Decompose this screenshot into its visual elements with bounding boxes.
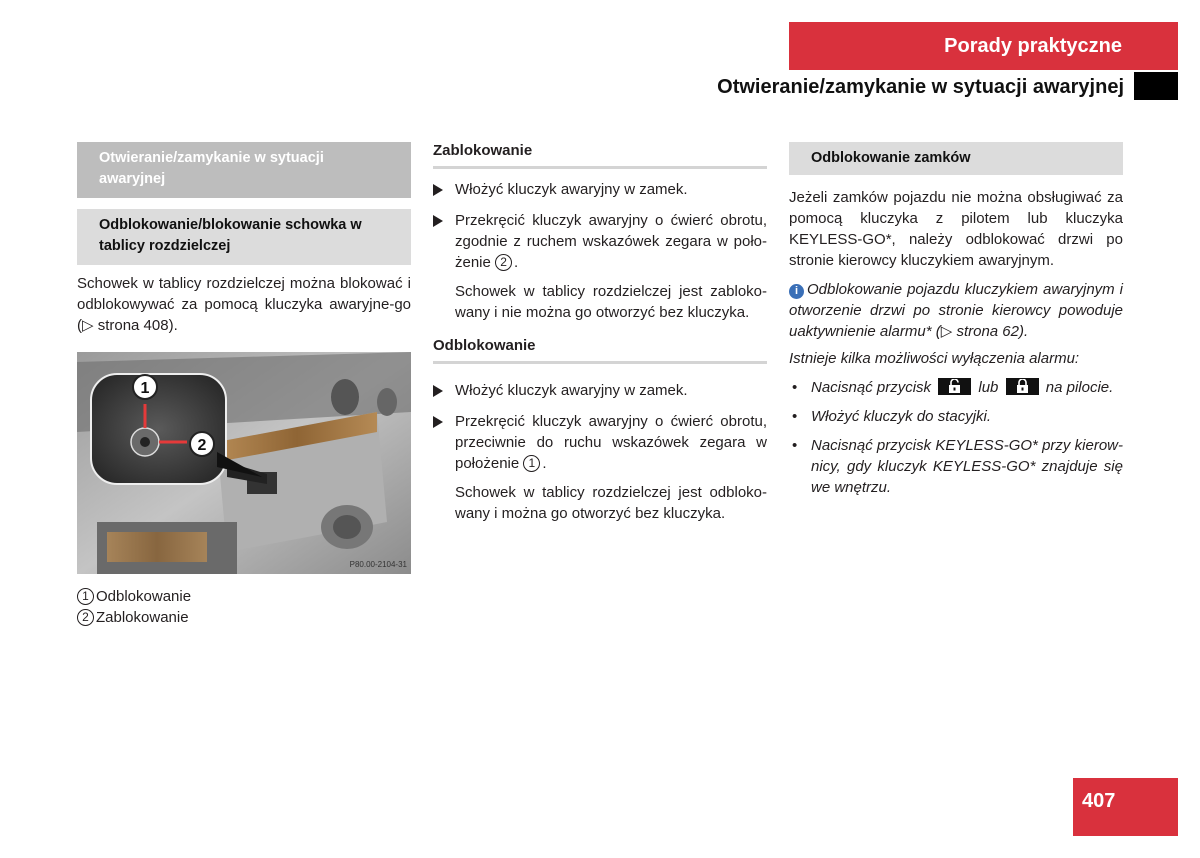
glovebox-photo (77, 352, 411, 574)
photo-code: P80.00-2104-31 (349, 560, 407, 569)
lock-result: Schowek w tablicy rozdzielczej jest zabloko-wany i nie można go otworzyć bez kluczyka. (455, 283, 767, 321)
topic-box: Otwieranie/zamykanie w sytuacji awaryjnej (77, 142, 411, 198)
info-icon: i (789, 284, 804, 299)
legend-item (77, 586, 411, 607)
lock-step-2: Przekręcić kluczyk awaryjny o ćwierć obrotu, zgodnie z ruchem wskazówek zegara w poło-żenie 2 . (433, 210, 767, 273)
column-left (77, 142, 411, 628)
unlock-paragraph: Jeżeli zamków pojazdu nie można obsługiwać za pomocą kluczyka z pilotem lub kluczyka KEYLESS-GO*, należy odblokować drzwi po stronie kierowcy kluczykiem awaryjnym. (789, 189, 1123, 269)
legend-label: Odblokowanie (96, 588, 192, 605)
marker-1: 1 (140, 380, 150, 397)
list-item: • Nacisnąć przycisk lub na pilocie. (792, 379, 1114, 396)
legend-item (77, 607, 411, 628)
unlock-result: Schowek w tablicy rozdzielczej jest odbloko-wany i można go otworzyć bez kluczyka. (455, 484, 767, 522)
chapter-title: Porady praktyczne (944, 34, 1122, 57)
section-title: Otwieranie/zamykanie w sytuacji awaryjnej (717, 76, 1124, 98)
arrow-right-icon (433, 215, 443, 227)
thumb-index-marker (1134, 72, 1178, 100)
page-number: 407 (1073, 778, 1178, 836)
unlock-icon (938, 378, 971, 395)
list-item: • Włożyć kluczyk do stacyjki. (792, 408, 992, 425)
position-number: 1 (523, 455, 540, 472)
alarm-note: i Odblokowanie pojazdu kluczykiem awaryjnym i otworzenie drzwi po stronie kierowcy powoduje uaktywnienie alarmu* (▷ strona 62). (789, 281, 1123, 340)
legend-number: 1 (77, 588, 94, 605)
legend-label: Zablokowanie (96, 609, 189, 626)
lock-step-1: Włożyć kluczyk awaryjny w zamek. (433, 179, 767, 200)
chapter-tab (789, 22, 1178, 70)
subtopic-box: Odblokowanie/blokowanie schowka w tablicy rozdzielczej (77, 209, 411, 265)
column-right (789, 142, 1123, 498)
list-item: • Nacisnąć przycisk KEYLESS-GO* przy kierow-nicy, gdy kluczyk KEYLESS-GO* znajduje się we wnętrzu. (792, 437, 1123, 496)
arrow-right-icon (433, 385, 443, 397)
legend-number: 2 (77, 609, 94, 626)
arrow-right-icon (433, 416, 443, 428)
options-intro: Istnieje kilka możliwości wyłączenia alarmu: (789, 350, 1080, 367)
unlock-heading: Odblokowanie (433, 337, 767, 364)
lock-heading: Zablokowanie (433, 142, 767, 169)
unlock-locks-box: Odblokowanie zamków (789, 142, 1123, 175)
marker-2: 2 (197, 437, 207, 454)
column-middle (433, 142, 767, 524)
unlock-step-1: Włożyć kluczyk awaryjny w zamek. (433, 380, 767, 401)
arrow-right-icon (433, 184, 443, 196)
intro-paragraph: Schowek w tablicy rozdzielczej można blokować i odblokowywać za pomocą kluczyka awaryjne-go (▷ strona 408). (77, 275, 411, 334)
lock-icon (1006, 378, 1039, 395)
photo-legend (77, 586, 411, 628)
position-number: 2 (495, 254, 512, 271)
unlock-step-2: Przekręcić kluczyk awaryjny o ćwierć obrotu, przeciwnie do ruchu wskazówek zegara w położenie 1 . (433, 411, 767, 474)
alarm-options-list (789, 377, 1123, 498)
